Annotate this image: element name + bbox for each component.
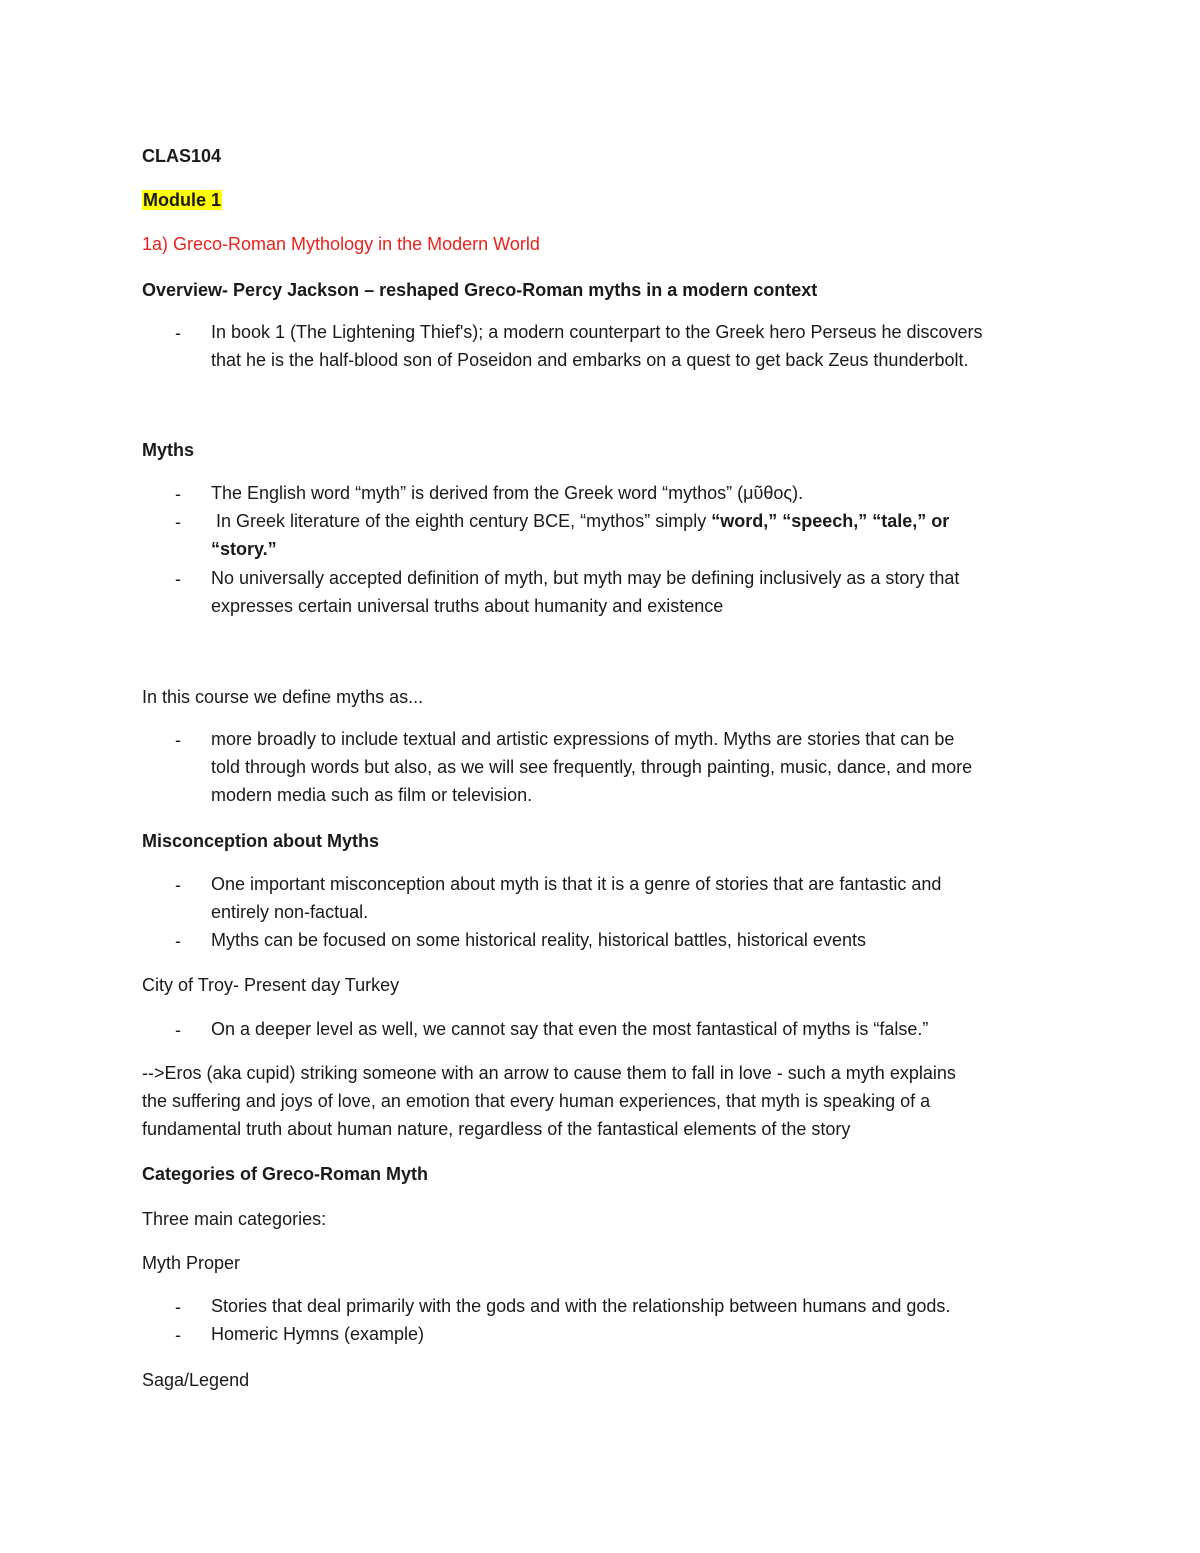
categories-intro: Three main categories: <box>142 1209 327 1229</box>
list-item-line: “story.” <box>211 539 277 559</box>
define-intro: In this course we define myths as... <box>142 687 424 707</box>
paragraph-line: -->Eros (aka cupid) striking someone with an arrow to cause them to fall in love - such a myth explains <box>142 1063 956 1083</box>
overview-item <box>211 318 1071 374</box>
list-item-line: Homeric Hymns (example) <box>211 1324 425 1344</box>
list-item-line: No universally accepted definition of myth, but myth may be defining inclusively as a story that <box>211 568 960 588</box>
bullet-dash: - <box>175 931 181 951</box>
bullet-dash: - <box>175 1020 181 1040</box>
myth-proper-item-2 <box>211 1320 1071 1348</box>
bullet-dash: - <box>175 875 181 895</box>
paragraph-line: the suffering and joys of love, an emotion that every human experiences, that myth is speaking of a <box>142 1091 931 1111</box>
myths-item-2 <box>211 507 1071 563</box>
myths-heading: Myths <box>142 440 195 460</box>
list-item-line <box>211 507 1071 535</box>
categories-heading: Categories of Greco-Roman Myth <box>142 1164 429 1184</box>
course-code: CLAS104 <box>142 146 222 166</box>
module-label <box>142 189 222 211</box>
list-item-line: Stories that deal primarily with the gods and with the relationship between humans and gods. <box>211 1296 951 1316</box>
define-item <box>211 725 1071 809</box>
list-item-line: more broadly to include textual and artistic expressions of myth. Myths are stories that can be <box>211 729 955 749</box>
bullet-dash: - <box>175 323 181 343</box>
misconception-item-2 <box>211 926 1071 954</box>
eros-paragraph <box>142 1059 1002 1143</box>
list-item-line: One important misconception about myth is that it is a genre of stories that are fantastic and <box>211 874 942 894</box>
list-item-line: modern media such as film or television. <box>211 785 533 805</box>
list-item-line: Myths can be focused on some historical reality, historical battles, historical events <box>211 930 866 950</box>
misconception-item-1 <box>211 870 1071 926</box>
myths-item-3 <box>211 564 1071 620</box>
bullet-dash: - <box>175 1297 181 1317</box>
list-item-line: that he is the half-blood son of Poseidon and embarks on a quest to get back Zeus thunderbolt. <box>211 350 969 370</box>
misconception-heading: Misconception about Myths <box>142 831 380 851</box>
overview-heading: Overview- Percy Jackson – reshaped Greco-Roman myths in a modern context <box>142 280 818 300</box>
bullet-dash: - <box>175 569 181 589</box>
section-title: 1a) Greco-Roman Mythology in the Modern World <box>142 234 540 254</box>
paragraph-line: fundamental truth about human nature, regardless of the fantastical elements of the story <box>142 1119 851 1139</box>
bullet-dash: - <box>175 1325 181 1345</box>
list-item-line: entirely non-factual. <box>211 902 369 922</box>
myths-item-2-text: In Greek literature of the eighth century BCE, “mythos” simply <box>211 511 712 531</box>
list-item-line: The English word “myth” is derived from the Greek word “mythos” (μῦθος). <box>211 483 804 503</box>
myth-proper-item-1 <box>211 1292 1071 1320</box>
bullet-dash: - <box>175 512 181 532</box>
bullet-dash: - <box>175 730 181 750</box>
list-item-line: In book 1 (The Lightening Thief's); a modern counterpart to the Greek hero Perseus he discovers <box>211 322 983 342</box>
list-item-line: expresses certain universal truths about humanity and existence <box>211 596 724 616</box>
bullet-dash: - <box>175 484 181 504</box>
troy-item <box>211 1015 1071 1043</box>
myths-item-2-bold: “word,” “speech,” “tale,” or <box>711 511 950 531</box>
saga-label: Saga/Legend <box>142 1370 250 1390</box>
list-item-line: told through words but also, as we will see frequently, through painting, music, dance, and more <box>211 757 973 777</box>
list-item-line: On a deeper level as well, we cannot say that even the most fantastical of myths is “false.” <box>211 1019 929 1039</box>
myth-proper-label: Myth Proper <box>142 1253 241 1273</box>
troy-line: City of Troy- Present day Turkey <box>142 975 400 995</box>
module-highlight: Module 1 <box>143 190 222 210</box>
myths-item-1 <box>211 479 1071 507</box>
